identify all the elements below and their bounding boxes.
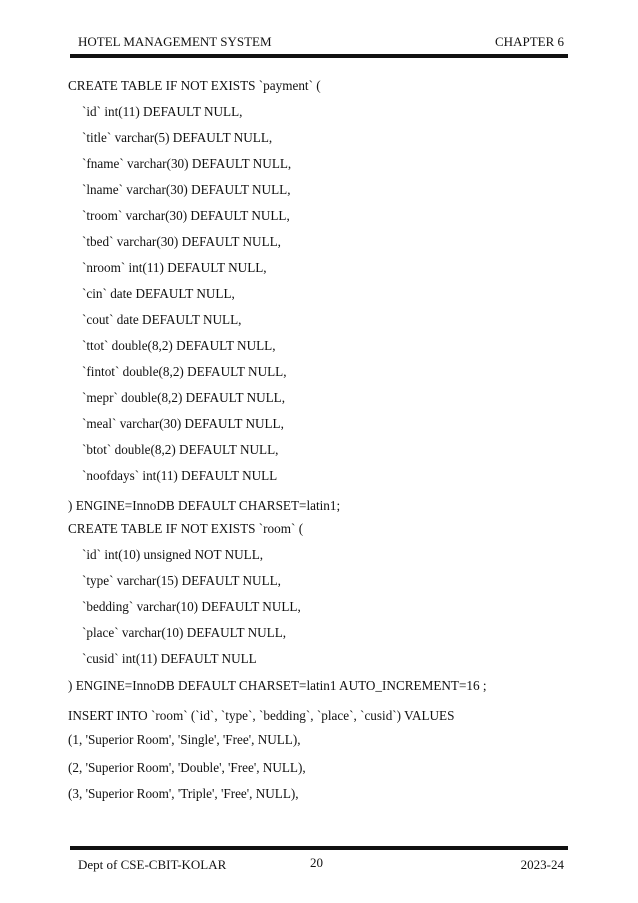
- department-label: Dept of CSE-CBIT-KOLAR: [78, 857, 227, 872]
- code-line: `noofdays` int(11) DEFAULT NULL: [82, 468, 278, 483]
- chapter-label: CHAPTER 6: [495, 34, 564, 49]
- code-line: `id` int(10) unsigned NOT NULL,: [82, 547, 264, 562]
- code-line: `id` int(11) DEFAULT NULL,: [82, 104, 243, 119]
- code-line: (3, 'Superior Room', 'Triple', 'Free', NULL),: [68, 786, 299, 801]
- page-header: [70, 34, 568, 54]
- code-line: `place` varchar(10) DEFAULT NULL,: [82, 625, 287, 640]
- code-line: (2, 'Superior Room', 'Double', 'Free', NULL),: [68, 760, 306, 775]
- code-line: `ttot` double(8,2) DEFAULT NULL,: [82, 338, 276, 353]
- header-rule: [70, 54, 568, 58]
- code-line: `cin` date DEFAULT NULL,: [82, 286, 235, 301]
- academic-year: 2023-24: [520, 857, 564, 872]
- code-line: INSERT INTO `room` (`id`, `type`, `bedding`, `place`, `cusid`) VALUES: [68, 708, 455, 723]
- code-line: `cusid` int(11) DEFAULT NULL: [82, 651, 257, 666]
- code-line: (1, 'Superior Room', 'Single', 'Free', NULL),: [68, 732, 301, 747]
- page-number: 20: [310, 855, 323, 870]
- code-line: `cout` date DEFAULT NULL,: [82, 312, 242, 327]
- code-line: `btot` double(8,2) DEFAULT NULL,: [82, 442, 279, 457]
- code-line: `bedding` varchar(10) DEFAULT NULL,: [82, 599, 301, 614]
- code-line: CREATE TABLE IF NOT EXISTS `payment` (: [68, 78, 321, 93]
- footer-rule: [70, 846, 568, 850]
- code-line: `fname` varchar(30) DEFAULT NULL,: [82, 156, 292, 171]
- code-line: `mepr` double(8,2) DEFAULT NULL,: [82, 390, 286, 405]
- code-line: `tbed` varchar(30) DEFAULT NULL,: [82, 234, 281, 249]
- document-title: HOTEL MANAGEMENT SYSTEM: [78, 34, 272, 49]
- code-line: `troom` varchar(30) DEFAULT NULL,: [82, 208, 290, 223]
- code-line: `nroom` int(11) DEFAULT NULL,: [82, 260, 267, 275]
- code-line: `title` varchar(5) DEFAULT NULL,: [82, 130, 273, 145]
- code-line: `fintot` double(8,2) DEFAULT NULL,: [82, 364, 287, 379]
- code-line: CREATE TABLE IF NOT EXISTS `room` (: [68, 521, 304, 536]
- code-line: `lname` varchar(30) DEFAULT NULL,: [82, 182, 291, 197]
- code-line: ) ENGINE=InnoDB DEFAULT CHARSET=latin1;: [68, 498, 341, 513]
- code-line: ) ENGINE=InnoDB DEFAULT CHARSET=latin1 AUTO_INCREMENT=16 ;: [68, 678, 487, 693]
- code-line: `meal` varchar(30) DEFAULT NULL,: [82, 416, 284, 431]
- code-line: `type` varchar(15) DEFAULT NULL,: [82, 573, 281, 588]
